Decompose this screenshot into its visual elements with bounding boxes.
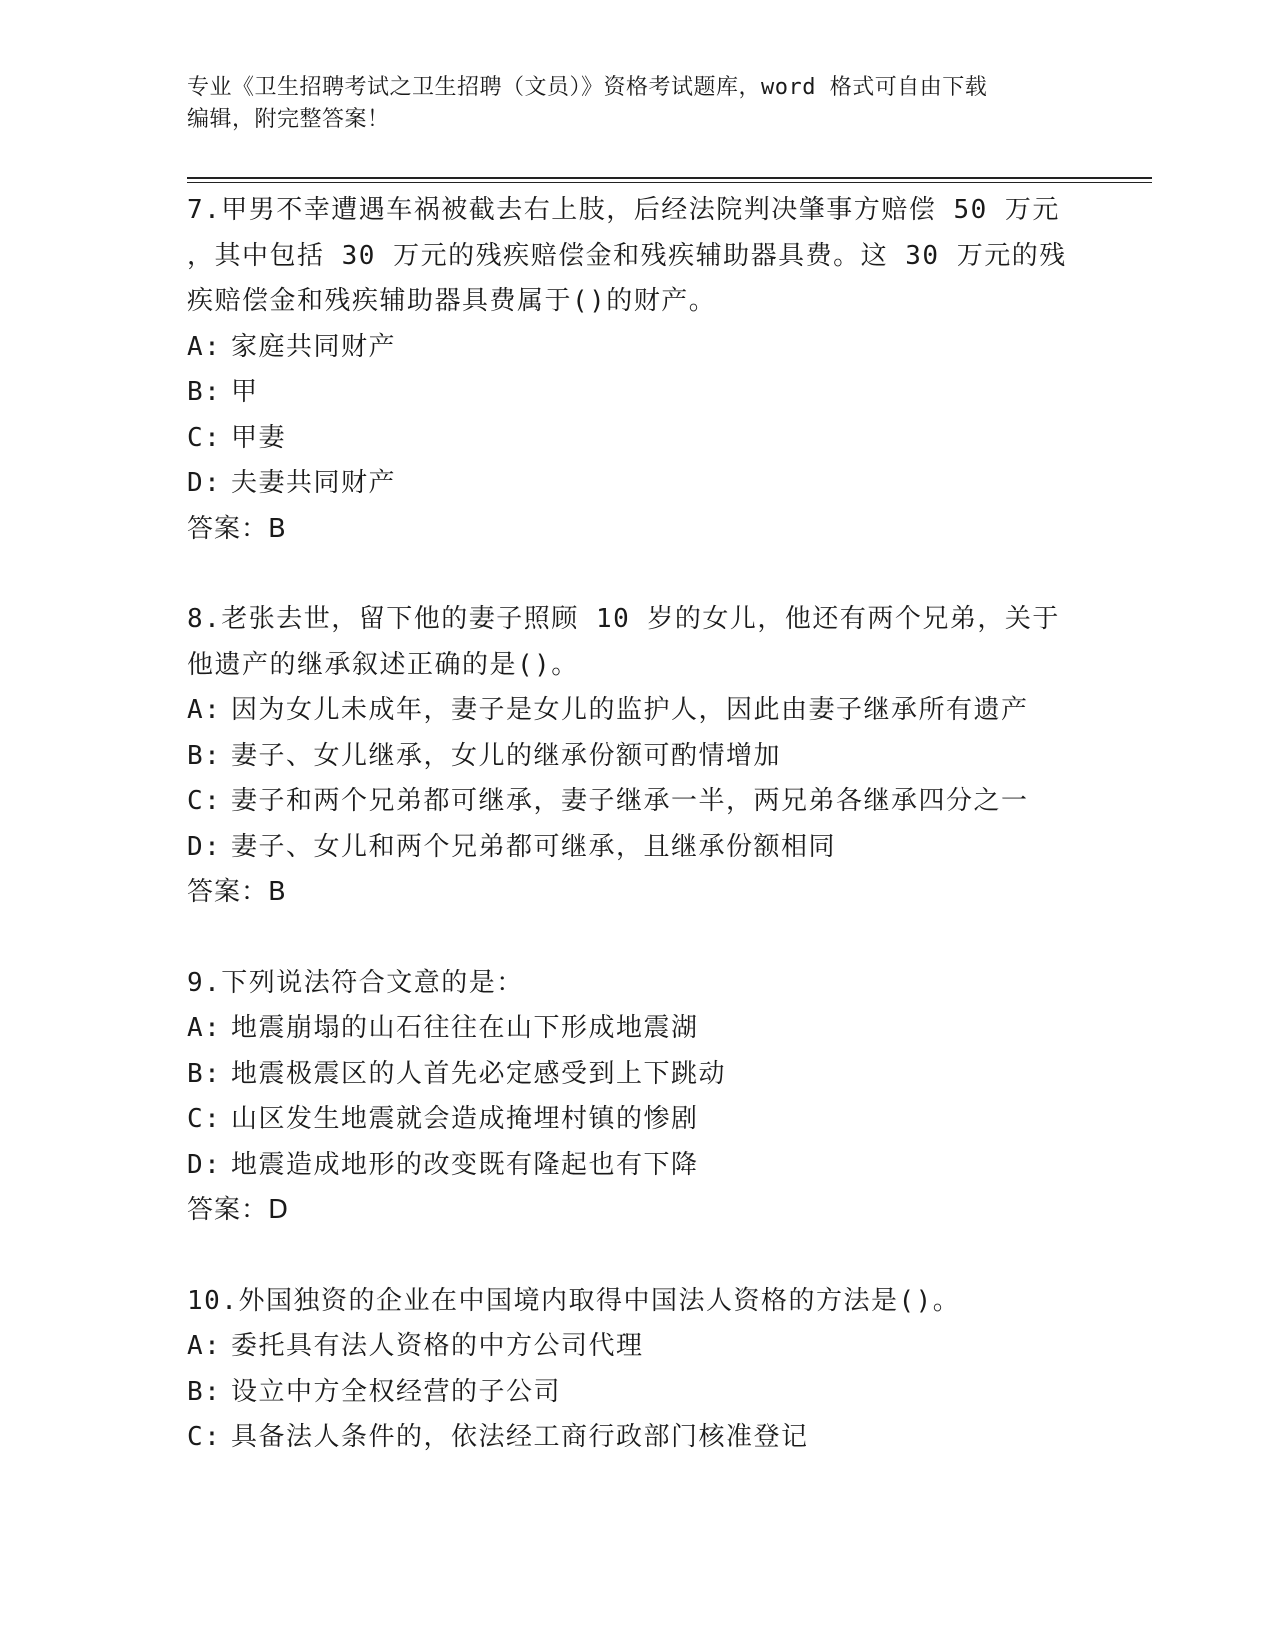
question-text-line: ，其中包括 30 万元的残疾赔偿金和残疾辅助器具费。这 30 万元的残 — [187, 240, 1067, 271]
question-7 — [187, 188, 1087, 552]
question-list — [187, 188, 1087, 1461]
option-label: A: — [187, 1331, 222, 1361]
header-line-1: 专业《卫生招聘考试之卫生招聘（文员）》资格考试题库，word 格式可自由下载 — [187, 75, 988, 100]
option-label: B: — [187, 377, 222, 407]
option-text: 委托具有法人资格的中方公司代理 — [231, 1331, 644, 1361]
option-text: 具备法人条件的，依法经工商行政部门核准登记 — [231, 1422, 809, 1452]
option-b — [187, 1370, 1087, 1416]
option-d — [187, 1143, 1087, 1189]
option-c — [187, 1415, 1087, 1461]
option-text: 妻子、女儿继承，女儿的继承份额可酌情增加 — [231, 740, 782, 771]
option-text: 地震造成地形的改变既有隆起也有下降 — [231, 1149, 699, 1180]
option-b — [187, 370, 1087, 416]
option-text: 甲 — [231, 377, 259, 407]
header-divider-thick — [187, 177, 1152, 179]
header-divider-thin — [187, 182, 1152, 183]
option-text: 家庭共同财产 — [231, 331, 397, 362]
document-header — [187, 72, 1067, 136]
header-line-2: 编辑，附完整答案！ — [187, 107, 390, 132]
option-c — [187, 1097, 1087, 1143]
option-text: 地震极震区的人首先必定感受到上下跳动 — [231, 1058, 727, 1089]
question-10 — [187, 1279, 1087, 1461]
question-9 — [187, 961, 1087, 1234]
option-text: 山区发生地震就会造成掩埋村镇的惨剧 — [231, 1104, 699, 1134]
option-label: C: — [187, 786, 222, 816]
question-text-line: 他遗产的继承叙述正确的是()。 — [187, 649, 579, 680]
option-text: 甲妻 — [231, 422, 287, 453]
answer-line: 答案：B — [187, 877, 287, 907]
option-a — [187, 688, 1087, 734]
question-text-line: 10.外国独资的企业在中国境内取得中国法人资格的方法是()。 — [187, 1285, 961, 1316]
question-text-line: 9.下列说法符合文意的是： — [187, 967, 524, 998]
question-8 — [187, 597, 1087, 916]
question-text-line: 疾赔偿金和残疾辅助器具费属于()的财产。 — [187, 286, 717, 316]
option-c — [187, 416, 1087, 462]
option-label: B: — [187, 740, 222, 771]
option-label: A: — [187, 695, 222, 725]
option-text: 妻子和两个兄弟都可继承，妻子继承一半，两兄弟各继承四分之一 — [231, 786, 1029, 816]
option-label: D: — [187, 831, 222, 862]
option-label: C: — [187, 1422, 222, 1452]
option-label: D: — [187, 1149, 222, 1180]
option-a — [187, 1324, 1087, 1370]
option-text: 设立中方全权经营的子公司 — [231, 1376, 562, 1407]
option-label: B: — [187, 1058, 222, 1089]
option-a — [187, 325, 1087, 371]
option-c — [187, 779, 1087, 825]
option-label: C: — [187, 1104, 222, 1134]
option-label: C: — [187, 422, 222, 453]
option-b — [187, 734, 1087, 780]
option-d — [187, 461, 1087, 507]
option-text: 因为女儿未成年，妻子是女儿的监护人，因此由妻子继承所有遗产 — [231, 695, 1029, 725]
option-label: A: — [187, 331, 222, 362]
option-text: 地震崩塌的山石往往在山下形成地震湖 — [231, 1013, 699, 1043]
question-text-line: 8.老张去世，留下他的妻子照顾 10 岁的女儿，他还有两个兄弟，关于 — [187, 604, 1060, 634]
answer-line: 答案：D — [187, 1195, 290, 1225]
option-label: B: — [187, 1376, 222, 1407]
question-text-line: 7.甲男不幸遭遇车祸被截去右上肢，后经法院判决肇事方赔偿 50 万元 — [187, 195, 1060, 225]
option-text: 夫妻共同财产 — [231, 468, 397, 498]
option-a — [187, 1006, 1087, 1052]
option-label: A: — [187, 1013, 222, 1043]
option-text: 妻子、女儿和两个兄弟都可继承，且继承份额相同 — [231, 831, 837, 862]
option-label: D: — [187, 468, 222, 498]
answer-line: 答案：B — [187, 513, 287, 544]
option-b — [187, 1052, 1087, 1098]
option-d — [187, 825, 1087, 871]
